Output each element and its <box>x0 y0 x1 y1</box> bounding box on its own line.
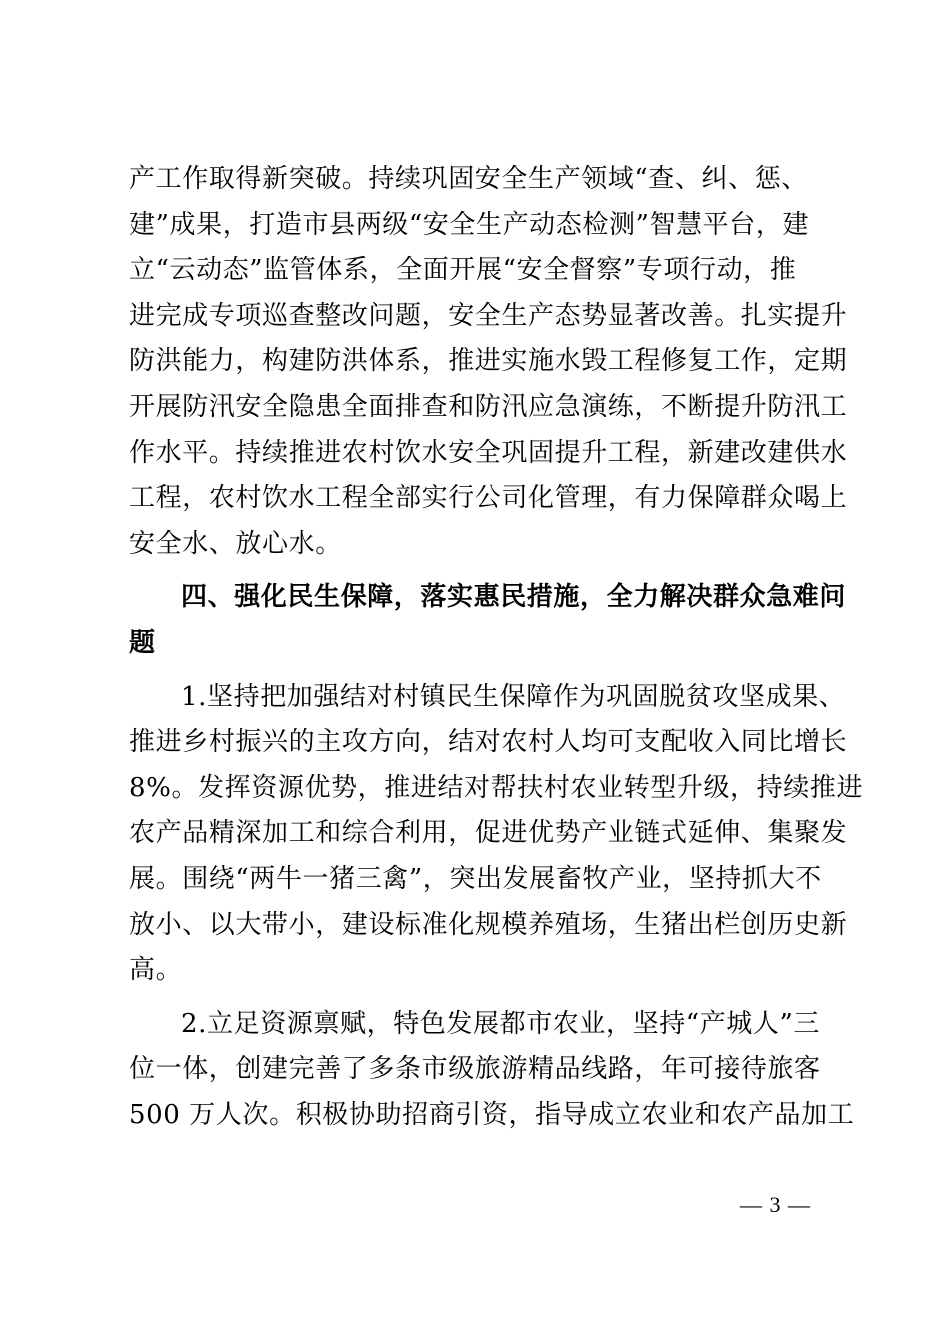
text-line: 安全水、放心水。 <box>129 528 342 559</box>
text-line: 8%。发挥资源优势，推进结对帮扶村农业转型升级，持续推进 <box>129 772 864 803</box>
paragraph-item-1 <box>129 675 864 994</box>
text-line: 位一体，创建完善了多条市级旅游精品线路，年可接待旅客 <box>129 1054 821 1085</box>
text-line: 立“云动态”监管体系，全面开展“安全督察”专项行动，推 <box>129 255 797 286</box>
text-line: 作水平。持续推进农村饮水安全巩固提升工程，新建改建供水 <box>129 437 848 468</box>
text-line: 进完成专项巡查整改问题，安全生产态势显著改善。扎实提升 <box>129 300 848 331</box>
text-line: 农产品精深加工和综合利用，促进优势产业链式延伸、集聚发 <box>129 818 848 849</box>
body-text <box>129 157 864 1138</box>
text-line: 产工作取得新突破。持续巩固安全生产领域“查、纠、惩、 <box>129 164 808 194</box>
text-line: 防洪能力，构建防洪体系，推进实施水毁工程修复工作，定期 <box>129 346 848 377</box>
text-line: 推进乡村振兴的主攻方向，结对农村人均可支配收入同比增长 <box>129 727 848 758</box>
paragraph-item-2 <box>129 1002 855 1139</box>
text-line: 放小、以大带小，建设标准化规模养殖场，生猪出栏创历史新 <box>129 909 848 940</box>
text-line: 高。 <box>129 955 183 986</box>
text-line: 500 万人次。积极协助招商引资，指导成立农业和农产品加工 <box>129 1099 855 1130</box>
page-number: — 3 — <box>740 1192 811 1217</box>
text-line: 工程，农村饮水工程全部实行公司化管理，有力保障群众喝上 <box>129 483 848 514</box>
text-line: 1.坚持把加强结对村镇民生保障作为巩固脱贫攻坚成果、 <box>181 681 846 712</box>
heading-line: 题 <box>129 627 156 658</box>
text-line: 2.立足资源禀赋，特色发展都市农业，坚持“产城人”三 <box>181 1008 820 1039</box>
heading-line: 四、强化民生保障，落实惠民措施，全力解决群众急难问 <box>181 582 847 613</box>
text-line: 展。围绕“两牛一猪三禽”，突出发展畜牧产业，坚持抓大不 <box>129 863 822 894</box>
section-heading <box>129 575 847 666</box>
text-line: 开展防汛安全隐患全面排查和防汛应急演练，不断提升防汛工 <box>129 391 848 422</box>
text-line: 建”成果，打造市县两级“安全生产动态检测”智慧平台，建 <box>129 209 810 240</box>
paragraph-safety-production <box>129 157 848 567</box>
